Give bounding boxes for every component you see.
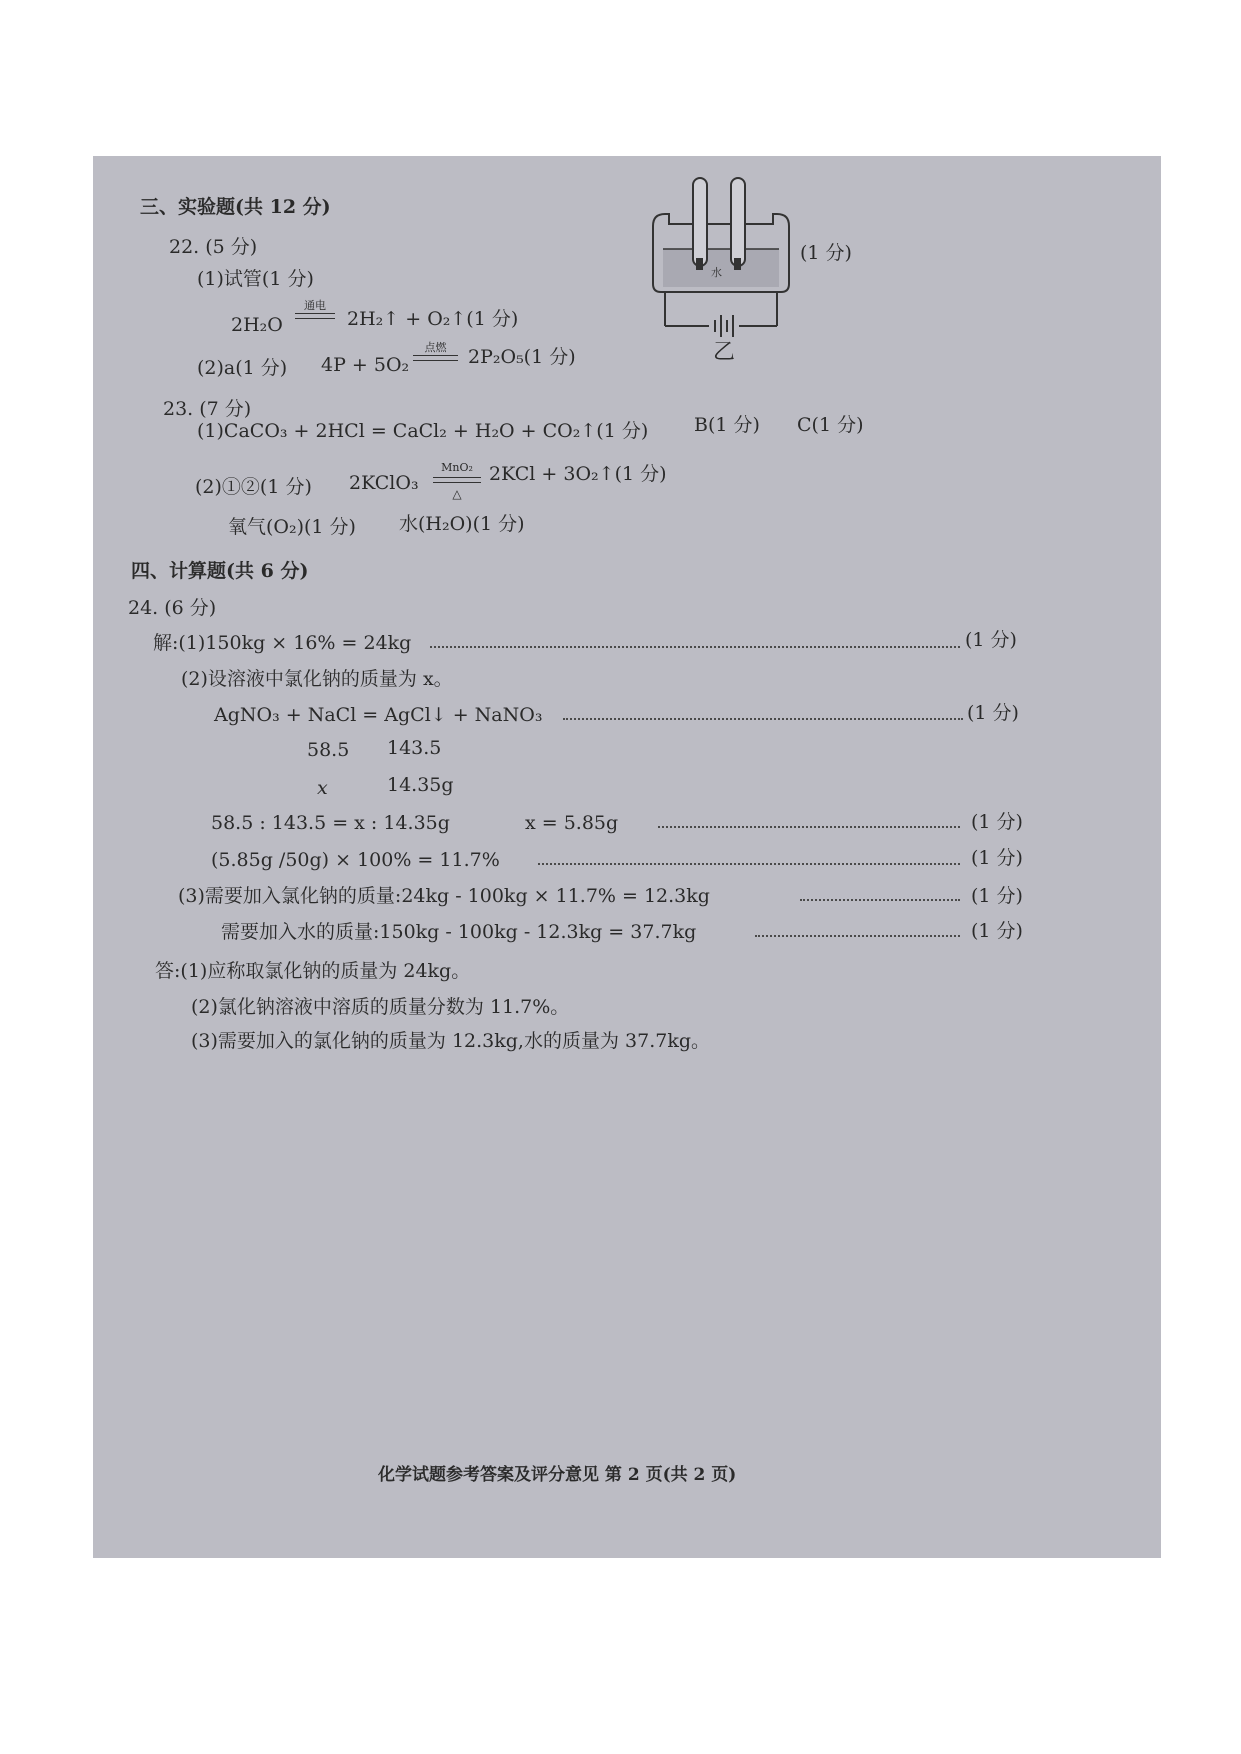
q22-part2-a: (2)a(1 分) (197, 357, 288, 379)
q24-line3: AgNO₃ + NaCl = AgCl↓ + NaNO₃ (214, 704, 543, 726)
q24-line7: (5.85g /50g) × 100% = 11.7% (211, 849, 500, 871)
q23-part3-a: 氧气(O₂)(1 分) (228, 516, 356, 538)
figure-water-label: 水 (711, 266, 722, 279)
dotted-leader (563, 718, 963, 720)
eq-condition: 通电 (304, 299, 326, 312)
eq-condition: 点燃 (424, 341, 447, 354)
dotted-leader (800, 899, 960, 901)
q23-part3-b: 水(H₂O)(1 分) (399, 513, 525, 535)
page-footer: 化学试题参考答案及评分意见 第 2 页(共 2 页) (378, 1465, 737, 1485)
q24-line7-score: (1 分) (971, 847, 1023, 869)
q22-title: 22. (5 分) (169, 236, 258, 258)
eq-condition-bottom: △ (452, 487, 462, 501)
q24-answer2: (2)氯化钠溶液中溶质的质量分数为 11.7%。 (191, 996, 570, 1018)
q24-line8: (3)需要加入氯化钠的质量:24kg - 100kg × 11.7% = 12.3kg (178, 885, 710, 907)
q24-line4-a: 58.5 (307, 739, 350, 761)
q23-part1-b: B(1 分) (694, 414, 760, 436)
q24-answer3: (3)需要加入的氯化钠的质量为 12.3kg,水的质量为 37.7kg。 (191, 1030, 710, 1052)
q24-line8-score: (1 分) (971, 885, 1023, 907)
q23-part2-a: (2)①②(1 分) (195, 476, 312, 498)
q22-eq2-right: 2P₂O₅(1 分) (468, 346, 576, 368)
q24-line6-a: 58.5 : 143.5 = x : 14.35g (211, 812, 450, 834)
dotted-leader (430, 646, 960, 648)
electrolysis-apparatus-figure (651, 174, 791, 339)
q22-eq1-right: 2H₂↑ + O₂↑(1 分) (347, 308, 519, 330)
section3-heading: 三、实验题(共 12 分) (140, 196, 331, 218)
q23-eq-left: 2KClO₃ (349, 472, 419, 494)
q24-title: 24. (6 分) (128, 597, 217, 619)
q23-part1: (1)CaCO₃ + 2HCl = CaCl₂ + H₂O + CO₂↑(1 分) (197, 420, 649, 442)
q23-title: 23. (7 分) (163, 398, 252, 420)
eq-condition-top: MnO₂ (441, 461, 473, 474)
q24-line4-b: 143.5 (387, 737, 442, 759)
figure-label: 乙 (713, 340, 736, 365)
q24-line6-score: (1 分) (971, 811, 1023, 833)
eq-condition-arrow (433, 461, 481, 501)
eq-condition-arrow (413, 341, 458, 373)
q24-line1: 解:(1)150kg × 16% = 24kg (153, 632, 412, 654)
eq-condition-arrow (295, 299, 335, 331)
q22-eq2-left: 4P + 5O₂ (321, 354, 410, 376)
q24-line3-score: (1 分) (967, 702, 1019, 724)
dotted-leader (538, 863, 960, 865)
dotted-leader (755, 935, 960, 937)
q22-eq1-left: 2H₂O (231, 314, 283, 336)
q24-line2: (2)设溶液中氯化钠的质量为 x。 (181, 668, 453, 690)
q23-part1-c: C(1 分) (797, 414, 864, 436)
figure-score: (1 分) (800, 242, 852, 264)
dotted-leader (658, 826, 960, 828)
q24-line9: 需要加入水的质量:150kg - 100kg - 12.3kg = 37.7kg (221, 921, 697, 943)
q24-line5-a: x (317, 777, 328, 799)
section4-heading: 四、计算题(共 6 分) (131, 560, 309, 582)
q24-line1-score: (1 分) (965, 629, 1017, 651)
q24-line5-b: 14.35g (387, 774, 454, 796)
q22-part1: (1)试管(1 分) (197, 268, 314, 290)
q24-answer1: 答:(1)应称取氯化钠的质量为 24kg。 (155, 960, 471, 982)
answer-sheet (93, 156, 1161, 1558)
q24-line6-b: x = 5.85g (525, 812, 619, 834)
q24-line9-score: (1 分) (971, 920, 1023, 942)
q23-eq-right: 2KCl + 3O₂↑(1 分) (489, 463, 667, 485)
